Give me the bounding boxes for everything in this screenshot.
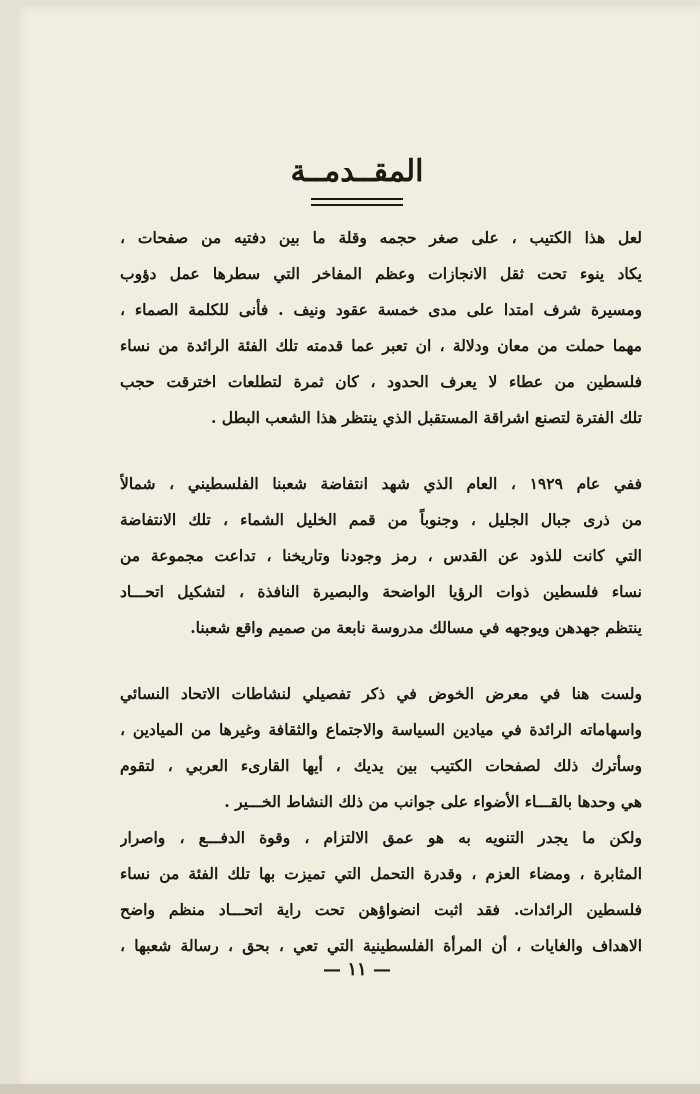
text-line: المثابرة ، ومضاء العزم ، وقدرة التحمل التي تميزت بها تلك الفئة من نساء — [120, 864, 642, 883]
body-text — [120, 220, 642, 994]
text-line: ومسيرة شرف امتدا على مدى خمسة عقود ونيف . فأنى للكلمة الصماء ، — [120, 300, 642, 319]
text-line: ففي عام ١٩٢٩ ، العام الذي شهد انتفاضة شعبنا الفلسطيني ، شمالاً — [120, 474, 642, 493]
text-line: لعل هذا الكتيب ، على صغر حجمه وقلة ما بين دفتيه من صفحات ، — [120, 228, 642, 247]
paragraph-1 — [120, 220, 642, 436]
page-number: — ١١ — — [323, 959, 391, 980]
paragraph-3 — [120, 676, 642, 964]
text-line: نساء فلسطين ذوات الرؤيا الواضحة والبصيرة النافذة ، لتشكيل اتحـــاد — [120, 582, 642, 601]
text-line: ولكن ما يجدر التنويه به هو عمق الالتزام ، وقوة الدفـــع ، واصرار — [120, 828, 642, 847]
title-block — [14, 154, 700, 210]
text-line: مهما حملت من معان ودلالة ، ان تعبر عما قدمته تلك الفئة الرائدة من نساء — [120, 336, 642, 355]
title-underline-2 — [311, 204, 403, 206]
text-line: وسأترك ذلك لصفحات الكتيب بين يديك ، أيها القارىء العربي ، لتقوم — [120, 756, 642, 775]
paragraph-2 — [120, 466, 642, 646]
text-line: فلسطين الرائدات. فقد اثبت انضواؤهن تحت راية اتحـــاد منظم واضح — [120, 900, 642, 919]
text-line: من ذرى جبال الجليل ، وجنوباً من قمم الخليل الشماء ، تلك الانتفاضة — [120, 510, 642, 529]
text-line: فلسطين من عطاء لا يعرف الحدود ، كان ثمرة لتطلعات اخترقت حجب — [120, 372, 642, 391]
page-title: المقــدمــة — [290, 154, 424, 189]
text-line: التي كانت للذود عن القدس ، رمز وجودنا وتاريخنا ، تداعت مجموعة من — [120, 546, 642, 565]
text-line: الاهداف والغايات ، أن المرأة الفلسطينية التي تعي ، بحق ، رسالة شعبها ، — [120, 936, 642, 955]
title-underline-1 — [311, 198, 403, 200]
text-line: يكاد ينوء تحت ثقل الانجازات وعظم المفاخر التي سطرها عمل دؤوب — [120, 264, 642, 283]
text-line: ينتظم جهدهن ويوجهه في مسالك مدروسة نابعة من صميم واقع شعبنا. — [190, 618, 642, 637]
page-bottom-edge — [0, 1084, 700, 1094]
text-line: واسهاماته الرائدة في ميادين السياسة والاجتماع والثقافة وغيرها من الميادين ، — [120, 720, 642, 739]
book-page — [14, 6, 700, 1086]
text-line: ولست هنا في معرض الخوض في ذكر تفصيلي لنشاطات الاتحاد النسائي — [120, 684, 642, 703]
text-line: هي وحدها بالقـــاء الأضواء على جوانب من ذلك النشاط الخـــير . — [224, 792, 642, 811]
text-line: تلك الفترة لتصنع اشراقة المستقبل الذي ينتظر هذا الشعب البطل . — [210, 408, 642, 427]
